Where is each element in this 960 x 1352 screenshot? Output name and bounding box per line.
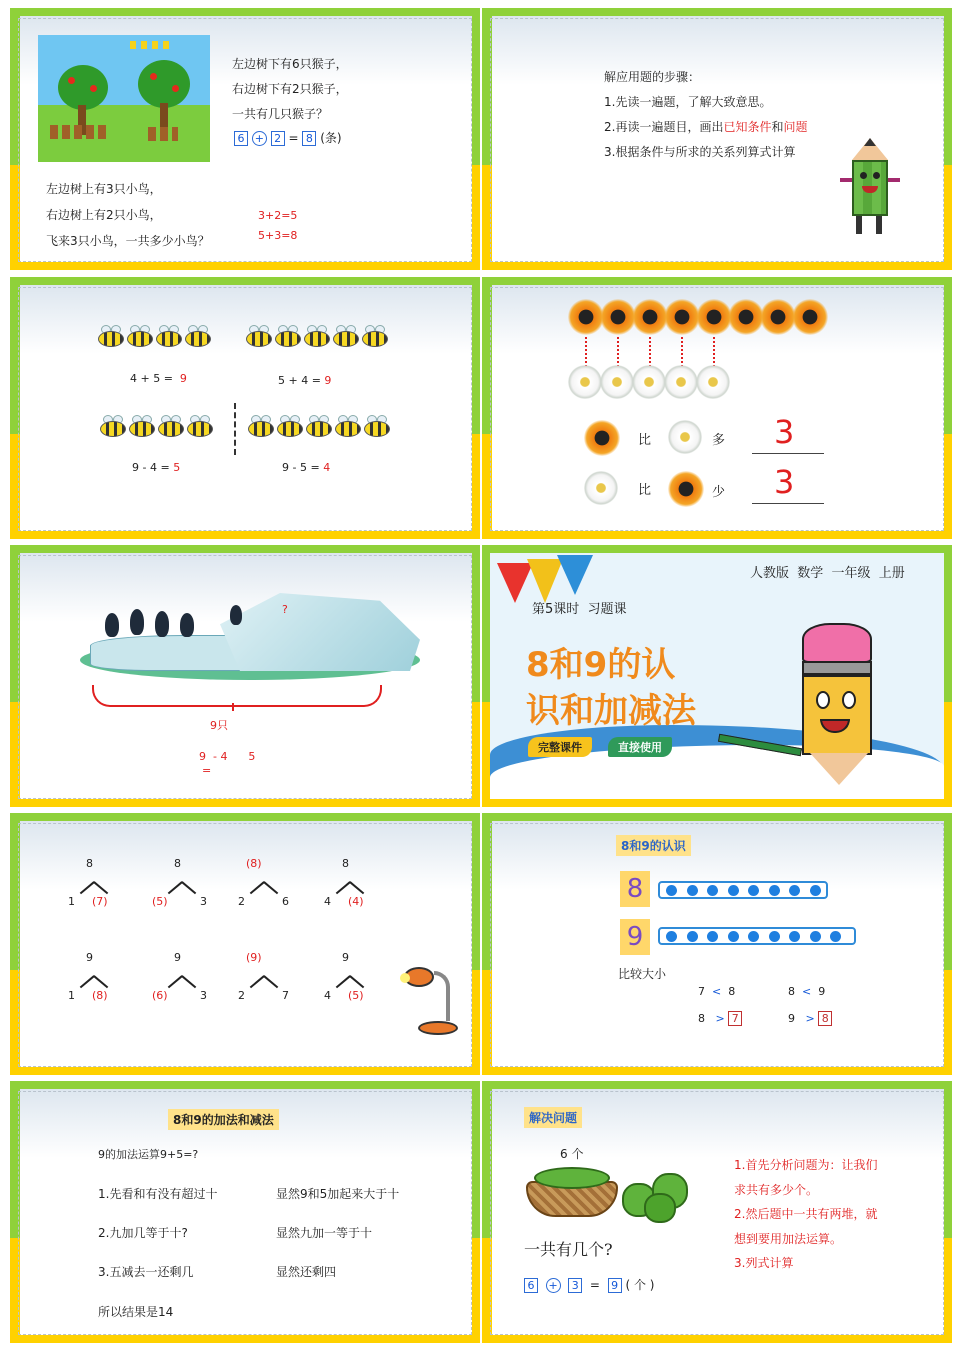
branch-line xyxy=(182,881,197,894)
step-1a: 1.先看和有没有超过十 xyxy=(98,1187,218,1201)
answer-line: 3+2=5 xyxy=(258,209,298,222)
split-right: 3 xyxy=(200,989,207,1002)
compare-title: 比较大小 xyxy=(618,967,667,981)
daisy-icon xyxy=(584,471,618,505)
section-tag: 8和9的加法和减法 xyxy=(168,1109,279,1130)
split-top: 9 xyxy=(342,951,349,964)
split-right: (7) xyxy=(92,895,108,908)
step-2a: 2.九加几等于十? xyxy=(98,1226,188,1240)
analysis-line: 2.然后题中一共有两堆，就 xyxy=(734,1207,878,1221)
branch-line xyxy=(250,975,265,988)
section-tag: 解决问题 xyxy=(524,1107,582,1128)
section-tag: 8和9的认识 xyxy=(616,835,691,856)
split-left: 1 xyxy=(68,895,75,908)
monkey-line: 左边树下有6只猴子， xyxy=(232,57,348,71)
lesson-line: 第5课时 习题课 xyxy=(532,602,627,617)
cover-title-2: 识和加减法 xyxy=(526,691,696,731)
brace-label: 9只 xyxy=(210,719,228,732)
divider-dashed xyxy=(234,403,236,455)
question-mark: ? xyxy=(282,603,288,616)
compare-word: 比 xyxy=(638,433,652,448)
split-left: 1 xyxy=(68,989,75,1002)
branch-line xyxy=(264,881,279,894)
question-line: 9的加法运算9+5=? xyxy=(98,1148,199,1161)
answer-line xyxy=(752,453,824,454)
branch-line xyxy=(350,975,365,988)
analysis-line: 求共有多少个。 xyxy=(734,1182,819,1197)
answer-more: 3 xyxy=(774,413,795,451)
split-tree xyxy=(148,951,218,1011)
branch-line xyxy=(336,881,351,894)
split-left: (6) xyxy=(152,989,168,1002)
split-top: 8 xyxy=(342,857,349,870)
split-tree xyxy=(60,951,130,1011)
bee-group-5 xyxy=(246,325,396,355)
dot xyxy=(769,885,780,896)
split-left: (5) xyxy=(152,895,168,908)
sunflower-row xyxy=(568,299,868,339)
branch-line xyxy=(350,881,365,894)
split-right: (4) xyxy=(348,895,364,908)
dot xyxy=(810,885,821,896)
cover-title-1: 8和9的认 xyxy=(526,645,676,685)
dot xyxy=(748,885,759,896)
bird-line: 飞来3只小鸟，一共多少小鸟？ xyxy=(46,234,210,248)
split-right: 7 xyxy=(282,989,289,1002)
compare-4: 9 > 8 xyxy=(788,1011,832,1026)
dot-bar-8 xyxy=(658,881,828,899)
bee-group-5b xyxy=(248,415,398,445)
compare-word: 比 xyxy=(638,483,652,498)
split-top: 8 xyxy=(174,857,181,870)
bee-equation-4: 9 - 5 = 4 xyxy=(282,461,331,474)
count-label: 6 个 xyxy=(560,1147,584,1161)
monkey-line: 一共有几只猴子？ xyxy=(232,107,329,121)
dot xyxy=(666,885,677,896)
branch-line xyxy=(182,975,197,988)
split-tree xyxy=(316,951,386,1011)
badge-complete: 完整课件 xyxy=(528,737,592,757)
step-2b: 显然九加一等于十 xyxy=(276,1226,373,1240)
branch-line xyxy=(250,881,265,894)
dot xyxy=(810,931,821,942)
split-top: 9 xyxy=(174,951,181,964)
sunflower-icon xyxy=(584,420,620,456)
less-word: 少 xyxy=(712,485,726,500)
apple-tree-illustration xyxy=(38,35,210,162)
dot xyxy=(728,931,739,942)
iceberg-illustration xyxy=(70,585,430,685)
dot-bar-9 xyxy=(658,927,856,945)
penguin-equation: 9 - 4 5 xyxy=(199,750,256,763)
pencil-character-icon xyxy=(840,138,900,238)
daisy-icon xyxy=(668,420,702,454)
answer-line: 5+3=8 xyxy=(258,229,298,242)
analysis-line: 想到要用加法运算。 xyxy=(734,1231,843,1246)
number-card-9: 9 xyxy=(620,919,650,955)
dot xyxy=(748,931,759,942)
more-word: 多 xyxy=(712,433,726,448)
split-top: 9 xyxy=(86,951,93,964)
slide-solving-steps[interactable] xyxy=(482,8,952,270)
slide-solve-problem[interactable] xyxy=(482,1081,952,1343)
split-top: (8) xyxy=(246,857,262,870)
answer-less: 3 xyxy=(774,463,795,501)
monkey-line: 右边树下有2只猴子， xyxy=(232,82,348,96)
compare-3: 8 > 7 xyxy=(698,1011,742,1026)
split-tree xyxy=(230,857,300,917)
dot xyxy=(769,931,780,942)
branch-line xyxy=(168,881,183,894)
step-3b: 显然还剩四 xyxy=(276,1265,337,1279)
slide-monkey-problem[interactable] xyxy=(10,8,480,270)
dot xyxy=(707,931,718,942)
daisy-row xyxy=(568,365,768,401)
match-lines xyxy=(568,337,768,367)
branch-line xyxy=(80,975,95,988)
compare-1: 7 < 8 xyxy=(698,985,736,998)
step-3a: 3.五减去一还剩几 xyxy=(98,1265,194,1279)
dot xyxy=(728,885,739,896)
split-left: 4 xyxy=(324,989,331,1002)
branch-line xyxy=(336,975,351,988)
steps-title: 解应用题的步骤： xyxy=(604,70,701,84)
bird-line: 左边树上有3只小鸟， xyxy=(46,182,162,196)
question-line: 一共有几个? xyxy=(524,1240,613,1259)
dot xyxy=(687,931,698,942)
slide-cover[interactable] xyxy=(482,545,952,807)
analysis-line: 1.首先分析问题为：让我们 xyxy=(734,1158,878,1172)
slide-add-subtract[interactable] xyxy=(10,1081,480,1343)
branch-line xyxy=(94,975,109,988)
sunflower-icon xyxy=(668,471,704,507)
branch-line xyxy=(264,975,279,988)
pepper-equation: 6 + 3 = 9 ( 个 ) xyxy=(524,1276,654,1293)
result-line: 所以结果是14 xyxy=(98,1305,174,1319)
bee-equation-1: 4 + 5 = 9 xyxy=(130,372,187,385)
dot xyxy=(707,885,718,896)
slide-bees[interactable] xyxy=(10,277,480,539)
slide-flowers-compare[interactable] xyxy=(482,277,952,539)
publisher-line: 人教版 数学 一年级 上册 xyxy=(750,566,905,581)
step-2: 2.再读一遍题目，画出已知条件和问题 xyxy=(604,120,808,134)
split-tree xyxy=(230,951,300,1011)
split-tree xyxy=(316,857,386,917)
dot xyxy=(687,885,698,896)
penguin-equal: = xyxy=(202,764,212,777)
monkey-equation: 6 + 2 = 8 (条) xyxy=(234,129,342,146)
split-top: 8 xyxy=(86,857,93,870)
branch-line xyxy=(94,881,109,894)
split-tree xyxy=(148,857,218,917)
step-1: 1.先读一遍题，了解大致意思。 xyxy=(604,95,772,109)
step-3: 3.根据条件与所求的关系列算式计算 xyxy=(604,145,796,159)
bee-group-4b xyxy=(100,415,220,445)
split-right: (8) xyxy=(92,989,108,1002)
split-left: 2 xyxy=(238,895,245,908)
step-1b: 显然9和5加起来大于十 xyxy=(276,1187,400,1201)
branch-line xyxy=(80,881,95,894)
dot xyxy=(830,931,841,942)
split-right: 3 xyxy=(200,895,207,908)
bee-group-4 xyxy=(98,325,218,355)
dot xyxy=(789,885,800,896)
number-card-8: 8 xyxy=(620,871,650,907)
analysis-line: 3.列式计算 xyxy=(734,1256,794,1270)
dot xyxy=(789,931,800,942)
slide-know-8-9[interactable] xyxy=(482,813,952,1075)
split-left: 4 xyxy=(324,895,331,908)
split-right: 6 xyxy=(282,895,289,908)
dot xyxy=(666,931,677,942)
split-top: (9) xyxy=(246,951,262,964)
split-right: (5) xyxy=(348,989,364,1002)
pepper-basket-illustration xyxy=(526,1163,694,1225)
bee-equation-3: 9 - 4 = 5 xyxy=(132,461,181,474)
bird-line: 右边树上有2只小鸟， xyxy=(46,208,162,222)
desk-lamp-icon xyxy=(398,963,462,1043)
badge-direct: 直接使用 xyxy=(608,737,672,757)
pencil-mascot-icon xyxy=(772,613,892,793)
branch-line xyxy=(168,975,183,988)
compare-2: 8 < 9 xyxy=(788,985,826,998)
slide-number-splits[interactable] xyxy=(10,813,480,1075)
split-left: 2 xyxy=(238,989,245,1002)
split-tree xyxy=(60,857,130,917)
slide-penguins[interactable] xyxy=(10,545,480,807)
answer-line xyxy=(752,503,824,504)
bee-equation-2: 5 + 4 = 9 xyxy=(278,374,332,387)
